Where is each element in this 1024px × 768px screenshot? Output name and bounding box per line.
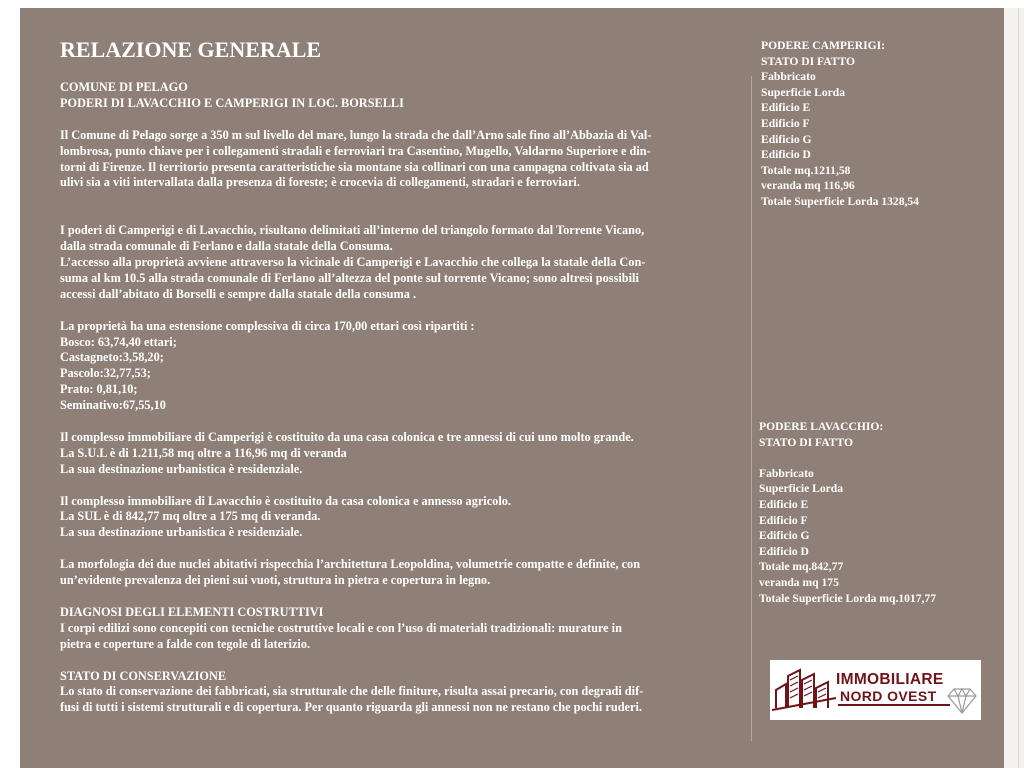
page-margin-strip — [1004, 8, 1024, 768]
text-line: fusi di tutti i sistemi strutturali e di copertura. Per quanto riguarda gli annessi non ne restano che pochi ruderi. — [60, 700, 642, 715]
text-line: COMUNE DI PELAGO — [60, 80, 188, 94]
camperigi-line: Totale Superficie Lorda 1328,54 — [761, 194, 920, 208]
text-line: La morfologia dei due nuclei abitativi rispecchia l’architettura Leopoldina, volumetrie compatte e definite, con — [60, 557, 641, 572]
camperigi-line: Totale mq.1211,58 — [761, 163, 851, 177]
text-line: un’evidente prevalenza dei pieni sui vuoti, struttura in pietra e copertura in legno. — [60, 573, 491, 588]
camperigi-line: Fabbricato — [761, 70, 816, 84]
text-line: Bosco: 63,74,40 ettari; — [60, 334, 177, 349]
logo-text-immobiliare: IMMOBILIARE — [836, 671, 944, 688]
company-logo — [770, 660, 981, 720]
text-line — [60, 303, 651, 319]
text-line: La sua destinazione urbanistica è residenziale. — [60, 525, 303, 540]
lavacchio-line — [759, 450, 936, 466]
lavacchio-line: Edificio G — [759, 529, 810, 543]
text-line: DIAGNOSI DEGLI ELEMENTI COSTRUTTIVI — [60, 604, 324, 619]
lavacchio-line: PODERE LAVACCHIO: — [759, 420, 884, 433]
text-line — [60, 653, 651, 669]
camperigi-line: PODERE CAMPERIGI: — [761, 39, 885, 52]
margin-line — [1018, 8, 1019, 768]
text-line: La S.U.L è di 1.211,58 mq oltre a 116,96 mq di veranda — [60, 445, 347, 460]
lavacchio-line: Fabbricato — [759, 466, 814, 480]
page-title: RELAZIONE GENERALE — [60, 37, 322, 62]
logo-text-nord-ovest: NORD OVEST — [840, 688, 937, 704]
text-line — [60, 541, 651, 557]
text-line — [60, 207, 651, 223]
text-line: I corpi edilizi sono concepiti con tecniche costruttive locali e con l’uso di materiali tradizionali: murature in — [60, 620, 622, 635]
camperigi-line: Edificio E — [761, 101, 811, 115]
text-line: PODERI DI LAVACCHIO E CAMPERIGI IN LOC. BORSELLI — [60, 95, 404, 110]
main-text-block — [60, 80, 651, 716]
column-divider — [751, 76, 752, 741]
text-line: La SUL è di 842,77 mq oltre a 175 mq di veranda. — [60, 509, 321, 524]
text-line — [60, 414, 651, 430]
text-line — [60, 191, 651, 207]
text-line: pietra e coperture a falde con tegole di laterizio. — [60, 636, 311, 651]
text-line — [60, 478, 651, 494]
text-line: ulivi sia a viti intervallata dalla presenza di foreste; è crocevia di collegamenti, stradari e ferroviari. — [60, 175, 580, 190]
logo-underline — [838, 704, 950, 706]
camperigi-line: STATO DI FATTO — [761, 54, 856, 68]
text-line: L’accesso alla proprietà avviene attraverso la vicinale di Camperigi e Lavacchio che collega la statale della Con- — [60, 254, 646, 269]
lavacchio-line: Edificio E — [759, 497, 809, 511]
text-line — [60, 589, 651, 605]
lavacchio-line: Totale Superficie Lorda mq.1017,77 — [759, 591, 937, 605]
lavacchio-line: STATO DI FATTO — [759, 435, 854, 449]
text-line: STATO DI CONSERVAZIONE — [60, 668, 227, 683]
text-line: lombrosa, punto chiave per i collegamenti stradali e ferroviari tra Casentino, Mugello, Valdarno Superiore e din- — [60, 143, 651, 158]
camperigi-line: Edificio D — [761, 148, 811, 162]
camperigi-line: veranda mq 116,96 — [761, 179, 855, 193]
lavacchio-line: Totale mq.842,77 — [759, 560, 844, 574]
text-line: I poderi di Camperigi e di Lavacchio, risultano delimitati all’interno del triangolo formato dal Torrente Vicano, — [60, 223, 645, 238]
buildings-logo-icon — [770, 660, 840, 720]
text-line: Prato: 0,81,10; — [60, 382, 138, 397]
text-line: Il Comune di Pelago sorge a 350 m sul livello del mare, lungo la strada che dall’Arno sale fino all’Abbazia di Val- — [60, 127, 652, 142]
lavacchio-summary — [759, 419, 936, 606]
text-line: Pascolo:32,77,53; — [60, 366, 151, 381]
text-line: La proprietà ha una estensione complessiva di circa 170,00 ettari così ripartiti : — [60, 318, 475, 333]
camperigi-line: Edificio G — [761, 132, 812, 146]
text-line: Il complesso immobiliare di Lavacchio è costituito da casa colonica e annesso agricolo. — [60, 493, 511, 508]
text-line: suma al km 10.5 alla strada comunale di Ferlano all’altezza del ponte sul torrente Vicano; sono altresì possibili — [60, 270, 639, 285]
text-line: dalla strada comunale di Ferlano e dalla statale della Consuma. — [60, 239, 393, 254]
lavacchio-line: Edificio D — [759, 544, 809, 558]
text-line: Seminativo:67,55,10 — [60, 398, 166, 413]
lavacchio-line: Edificio F — [759, 513, 808, 527]
camperigi-line: Edificio F — [761, 116, 810, 130]
lavacchio-line: Superficie Lorda — [759, 482, 844, 496]
text-line: Il complesso immobiliare di Camperigi è costituito da una casa colonica e tre annessi di cui uno molto grande. — [60, 429, 634, 444]
text-line: accessi dall’abitato di Borselli e sempre dalla statale della consuma . — [60, 286, 417, 301]
lavacchio-line: veranda mq 175 — [759, 575, 839, 589]
text-line — [60, 112, 651, 128]
text-line: torni di Firenze. Il territorio presenta caratteristiche sia montane sia collinari con una campagna coltivata sia ad — [60, 159, 649, 174]
text-line: Castagneto:3,58,20; — [60, 350, 164, 365]
text-line: La sua destinazione urbanistica è residenziale. — [60, 461, 303, 476]
camperigi-summary — [761, 38, 919, 210]
text-line: Lo stato di conservazione dei fabbricati, sia strutturale che delle finiture, risulta assai precario, con degradi dif- — [60, 684, 644, 699]
camperigi-line: Superficie Lorda — [761, 85, 846, 99]
diamond-icon — [945, 686, 979, 716]
